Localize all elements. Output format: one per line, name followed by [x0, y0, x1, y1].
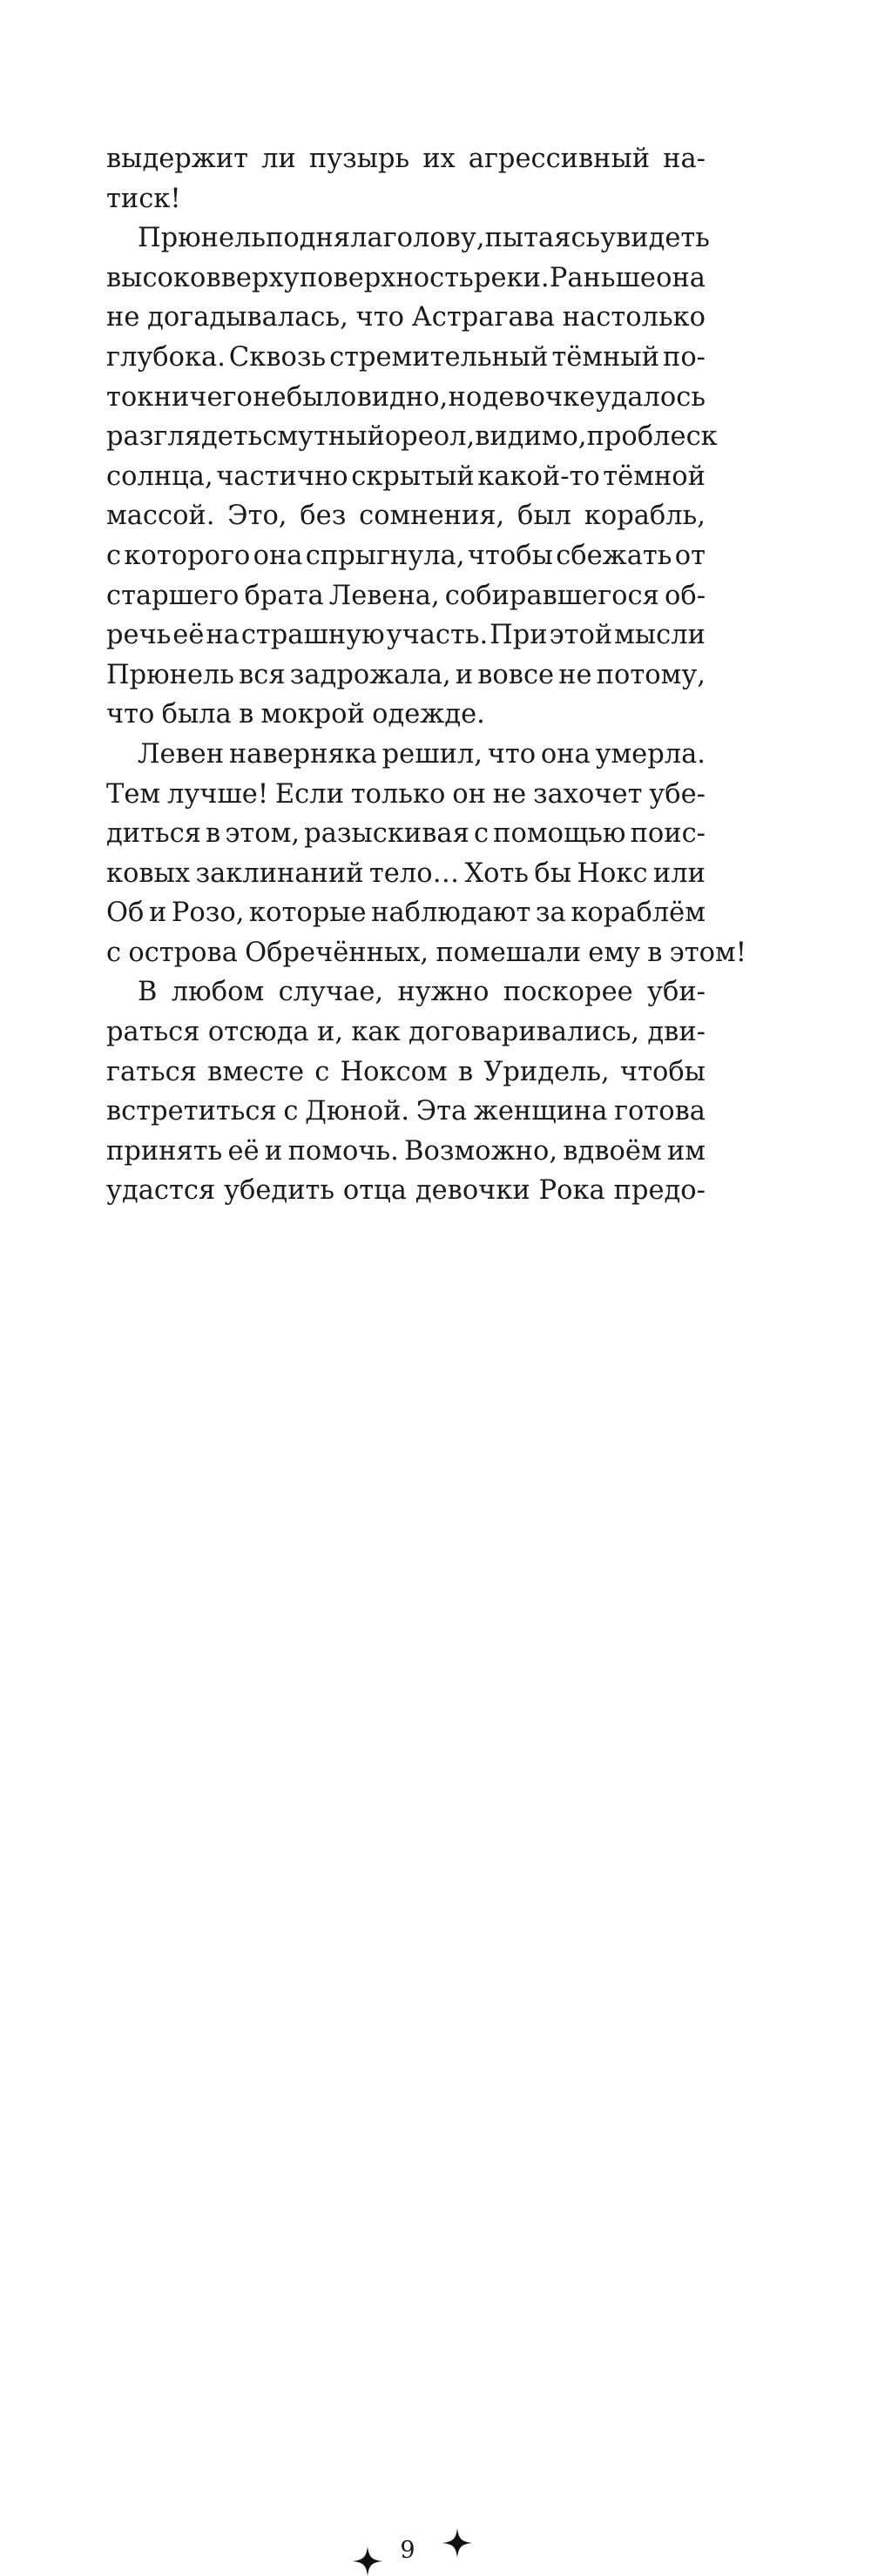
word: Возможно, — [404, 1135, 558, 1167]
word: наблюдают — [371, 898, 531, 929]
word: убедить — [224, 1175, 335, 1207]
word: увидеть — [600, 223, 710, 254]
word: не — [106, 302, 140, 333]
word: В — [138, 977, 158, 1008]
word: пытаясь — [484, 223, 601, 254]
text-line — [106, 139, 706, 179]
text-line — [106, 457, 706, 497]
word: агрессивный — [468, 144, 651, 174]
word: она — [253, 540, 303, 571]
word: разыскивая — [304, 818, 469, 850]
word: с — [106, 937, 122, 968]
text-line — [106, 576, 706, 616]
word: которого — [124, 540, 251, 571]
word: которые — [249, 898, 367, 929]
word: заклинаний — [195, 858, 364, 889]
text-line — [106, 1132, 706, 1172]
word: их — [422, 144, 456, 174]
word: нужно — [397, 977, 490, 1008]
word: об- — [664, 580, 706, 611]
word: Эта — [415, 1096, 468, 1127]
word: ореол, — [384, 421, 476, 453]
word: какой-то — [477, 461, 600, 492]
word: острова — [128, 937, 238, 968]
text-line — [106, 656, 706, 696]
word: спрыгнула, — [305, 540, 465, 571]
word: ток — [106, 381, 154, 413]
word: Левена, — [328, 580, 440, 611]
word: Левен — [138, 738, 225, 770]
text-line — [106, 893, 706, 933]
word: не — [492, 778, 527, 810]
word: что — [106, 699, 155, 730]
word: принять — [106, 1135, 223, 1167]
text-line — [106, 1053, 706, 1093]
word: раться — [106, 1017, 200, 1048]
word: реки. — [473, 262, 550, 293]
text-line — [106, 417, 718, 457]
text-line — [106, 972, 706, 1012]
four-point-star-icon — [353, 2546, 382, 2576]
word: или — [652, 858, 706, 889]
word: Об — [106, 898, 145, 929]
word: вверху — [206, 262, 300, 293]
text-line — [106, 814, 706, 854]
word: тёмный — [551, 341, 660, 373]
word: была — [161, 699, 232, 730]
word: собиравшегося — [444, 580, 659, 611]
word: помочь. — [287, 1135, 399, 1167]
text-line — [106, 1092, 706, 1132]
word: сбежать — [556, 540, 672, 571]
word: помощью — [493, 818, 626, 850]
word: Уридель, — [483, 1056, 610, 1087]
word: выдержит — [106, 144, 249, 174]
word: не — [253, 381, 287, 413]
word: этом! — [669, 937, 746, 968]
word: им — [666, 1135, 706, 1167]
word: поскорее — [503, 977, 633, 1008]
word: мысли — [614, 620, 706, 651]
word: одежде. — [372, 699, 485, 730]
word: ему — [588, 937, 641, 968]
word: глубока. — [106, 341, 226, 373]
word: удалось — [595, 381, 706, 413]
word: этой — [549, 620, 613, 651]
word: чтобы — [619, 1056, 706, 1087]
word: но — [448, 381, 483, 413]
word: Ноксом — [340, 1056, 448, 1087]
word: частично — [216, 461, 348, 492]
word: ничего — [153, 381, 253, 413]
word: смутный — [262, 421, 385, 453]
word: страшную — [240, 620, 385, 651]
word: массой. — [106, 501, 215, 532]
word: высоко — [106, 262, 206, 293]
word: скрытый — [351, 461, 475, 492]
word: любом — [171, 977, 265, 1008]
body-text — [106, 139, 746, 1211]
word: При — [490, 620, 548, 651]
word: тиск! — [106, 183, 181, 214]
word: решил, — [381, 738, 483, 770]
word: на — [206, 620, 240, 651]
word: дви- — [647, 1017, 706, 1048]
word: без — [300, 501, 347, 532]
word: Хоть — [464, 858, 530, 889]
word: случае, — [278, 977, 384, 1008]
word: договаривались, — [408, 1017, 640, 1048]
word: в — [239, 699, 254, 730]
word: только — [350, 778, 446, 810]
word: с — [106, 540, 122, 571]
word: подняла — [266, 223, 383, 254]
text-line — [106, 536, 706, 576]
word: голову, — [382, 223, 485, 254]
word: диться — [106, 818, 201, 850]
word: мокрой — [260, 699, 365, 730]
text-line — [106, 1012, 706, 1053]
word: девочки — [415, 1175, 530, 1207]
word: за — [535, 898, 566, 929]
text-line — [106, 338, 706, 378]
word: пузырь — [308, 144, 410, 174]
word: он — [452, 778, 486, 810]
word: по- — [662, 341, 706, 373]
text-line — [106, 1171, 706, 1211]
text-line — [106, 775, 706, 815]
word: бы — [534, 858, 572, 889]
word: с — [314, 1056, 330, 1087]
word: в — [457, 1056, 474, 1087]
word: девочке — [482, 381, 596, 413]
word: с — [473, 818, 490, 850]
word: был — [517, 501, 572, 532]
word: и — [148, 898, 167, 929]
word: отсюда — [207, 1017, 309, 1048]
word: женщина — [473, 1096, 608, 1127]
word: что — [355, 302, 404, 333]
word: ковых — [106, 858, 191, 889]
word: вместе — [207, 1056, 305, 1087]
word: потому, — [596, 659, 706, 690]
word: помешали — [436, 937, 582, 968]
word: ли — [261, 144, 296, 174]
word: лучше! — [166, 778, 269, 810]
word: Это, — [227, 501, 287, 532]
word: Если — [274, 778, 344, 810]
word: гаться — [106, 1056, 197, 1087]
word: чтобы — [467, 540, 553, 571]
four-point-star-icon — [442, 2528, 472, 2558]
word: участь. — [386, 620, 489, 651]
word: Тем — [106, 778, 161, 810]
word: Дюной. — [305, 1096, 410, 1127]
text-line — [106, 933, 746, 973]
text-line — [106, 615, 706, 656]
word: и — [455, 659, 474, 690]
word: Нокс — [577, 858, 648, 889]
word: Астрагава — [411, 302, 555, 333]
word: и — [264, 1135, 283, 1167]
word: наверняка — [228, 738, 377, 770]
word: тело… — [368, 858, 460, 889]
text-line — [106, 219, 710, 259]
text-line — [106, 695, 706, 735]
word: речь — [106, 620, 172, 651]
word: как — [351, 1017, 401, 1048]
word: что — [487, 738, 537, 770]
word: видно, — [356, 381, 449, 413]
word: вдвоём — [563, 1135, 662, 1167]
text-line — [106, 298, 706, 338]
word: поверхность — [299, 262, 474, 293]
word: она — [540, 738, 591, 770]
word: от — [674, 540, 706, 571]
word: не — [558, 659, 592, 690]
word: Прюнель — [106, 659, 235, 690]
word: стремительный — [329, 341, 549, 373]
word: проблеск — [586, 421, 718, 453]
word: Розо, — [171, 898, 245, 929]
word: она — [656, 262, 706, 293]
text-line — [106, 259, 706, 299]
word: с — [283, 1096, 299, 1127]
page-number: 9 — [400, 2537, 415, 2564]
word: тёмной — [603, 461, 706, 492]
word: сомнения, — [359, 501, 505, 532]
word: вся — [239, 659, 286, 690]
word: убе- — [649, 778, 706, 810]
word: корабль, — [584, 501, 706, 532]
word: этом, — [225, 818, 300, 850]
word: отца — [342, 1175, 407, 1207]
word: Раньше — [549, 262, 656, 293]
word: встретиться — [106, 1096, 277, 1127]
word: задрожала, — [289, 659, 451, 690]
word: было — [286, 381, 357, 413]
word: на- — [663, 144, 706, 174]
word: Сквозь — [228, 341, 327, 373]
page-folio — [0, 1264, 871, 2564]
word: солнца, — [106, 461, 213, 492]
word: догадывалась, — [147, 302, 348, 333]
word: умерла. — [595, 738, 706, 770]
word: и, — [316, 1017, 344, 1048]
word: поис- — [630, 818, 706, 850]
word: старшего — [106, 580, 240, 611]
word: Обречённых, — [245, 937, 429, 968]
word: в — [647, 937, 663, 968]
word: брата — [244, 580, 324, 611]
text-line — [106, 179, 706, 219]
word: Прюнель — [138, 223, 267, 254]
word: Рока — [538, 1175, 605, 1207]
word: разглядеть — [106, 421, 263, 453]
word: готова — [614, 1096, 706, 1127]
text-line — [106, 735, 706, 775]
text-line — [106, 496, 706, 536]
word: захочет — [532, 778, 643, 810]
text-line — [106, 854, 706, 894]
word: видимо, — [475, 421, 587, 453]
word: её — [227, 1135, 260, 1167]
text-line — [106, 378, 706, 418]
word: уби- — [647, 977, 706, 1008]
word: вовсе — [477, 659, 555, 690]
word: её — [172, 620, 205, 651]
word: удастся — [106, 1175, 216, 1207]
word: предо- — [613, 1175, 706, 1207]
word: настолько — [562, 302, 706, 333]
word: кораблём — [571, 898, 706, 929]
word: в — [206, 818, 221, 850]
